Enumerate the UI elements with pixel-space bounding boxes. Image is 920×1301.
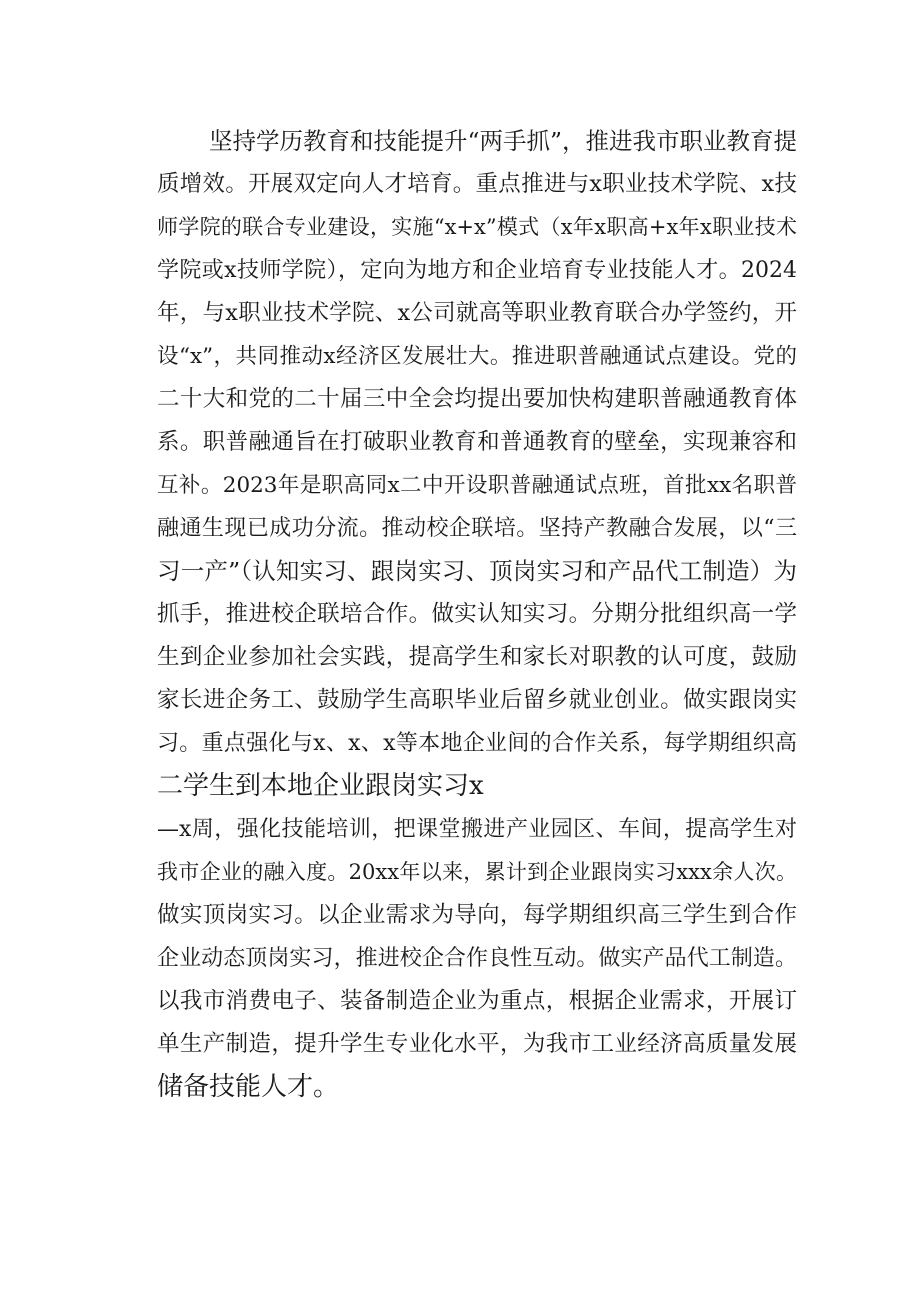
text-line: 企业动态顶岗实习，推进校企合作良性互动。做实产品代工制造。 [157, 946, 797, 971]
text-line: —x周，强化技能培训，把课堂搬进产业园区、车间，提高学生对 [157, 817, 797, 842]
text-line: 年，与x职业技术学院、x公司就高等职业教育联合办学签约，开 [157, 300, 797, 326]
text-line: 以我市消费电子、装备制造企业为重点，根据企业需求，开展订 [157, 988, 797, 1014]
text-line: 二学生到本地企业跟岗实习x [157, 771, 484, 801]
text-line: 融通生现已成功分流。推动校企联培。坚持产教融合发展，以“三 [157, 516, 797, 541]
text-line: 质增效。开展双定向人才培育。重点推进与x职业技术学院、x技 [157, 171, 797, 197]
text-line: 师学院的联合专业建设，实施“x+x”模式（x年x职高+x年x职业技术 [157, 215, 797, 239]
text-line: 习。重点强化与x、x、x等本地企业间的合作关系，每学期组织高 [157, 731, 797, 756]
text-line: 单生产制造，提升学生专业化水平，为我市工业经济高质量发展 [157, 1031, 797, 1057]
text-line: 生到企业参加社会实践，提高学生和家长对职教的认可度，鼓励 [157, 644, 797, 670]
text-line: 二十大和党的二十届三中全会均提出要加快构建职普融通教育体 [157, 386, 797, 412]
text-line: 抓手，推进校企联培合作。做实认知实习。分期分批组织高一学 [157, 601, 797, 627]
text-line: 设“x”，共同推动x经济区发展壮大。推进职普融通试点建设。党的 [157, 344, 797, 369]
text-line: 互补。2023年是职高同x二中开设职普融通试点班，首批xx名职普 [157, 473, 797, 498]
text-line: 储备技能人才。 [157, 1072, 340, 1102]
text-line: 家长进企务工、鼓励学生高职毕业后留乡就业创业。做实跟岗实 [157, 687, 797, 713]
text-line: 学院或x技师学院），定向为地方和企业培育专业技能人才。2024 [157, 258, 797, 283]
text-line: 我市企业的融入度。20xx年以来，累计到企业跟岗实习xxx余人次。 [157, 860, 797, 884]
body-paragraph [157, 120, 797, 1109]
text-line: 做实顶岗实习。以企业需求为导向，每学期组织高三学生到合作 [157, 902, 797, 928]
text-line: 习一产”（认知实习、跟岗实习、顶岗实习和产品代工制造）为 [157, 557, 797, 585]
text-line: 坚持学历教育和技能提升“两手抓”，推进我市职业教育提 [209, 127, 798, 155]
text-line: 系。职普融通旨在打破职业教育和普通教育的壁垒，实现兼容和 [157, 429, 797, 455]
